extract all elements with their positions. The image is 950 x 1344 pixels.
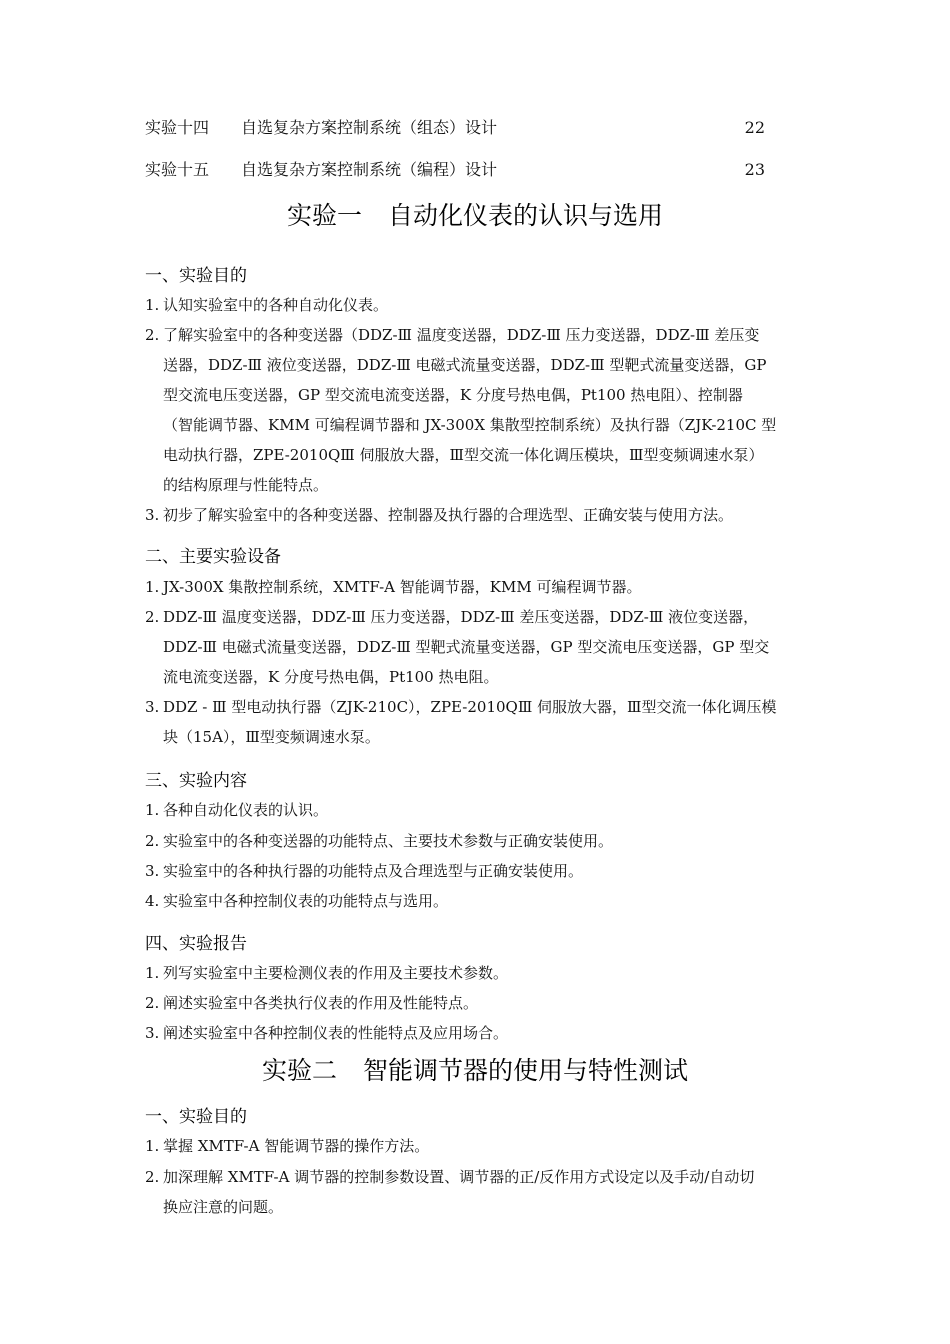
- item-text-line: 型交流电压变送器，GP 型交流电流变送器，K 分度号热电偶，Pt100 热电阻）、控制器: [163, 386, 743, 404]
- item-number: 2.: [145, 1168, 160, 1186]
- item-text-line: 电动执行器，ZPE-2010QⅢ 伺服放大器，Ⅲ型交流一体化调压模块，Ⅲ型变频调速水泵）: [163, 446, 764, 464]
- item-number: 2.: [145, 326, 160, 344]
- experiment-number: 实验一: [286, 201, 362, 230]
- section-heading: 二、主要实验设备: [145, 547, 281, 567]
- list-item: [145, 1131, 830, 1161]
- item-number: 2.: [145, 608, 160, 626]
- item-text: 初步了解实验室中的各种变送器、控制器及执行器的合理选型、正确安装与使用方法。: [163, 506, 734, 524]
- toc-page-number: 22: [744, 118, 765, 137]
- item-text: 认知实验室中的各种自动化仪表。: [163, 296, 389, 314]
- item-text-line: DDZ-Ⅲ 温度变送器，DDZ-Ⅲ 压力变送器，DDZ-Ⅲ 差压变送器，DDZ-Ⅲ 液位变送器，: [163, 608, 759, 626]
- list-item: [145, 320, 830, 500]
- item-number: 1.: [145, 801, 160, 819]
- section-heading: 三、实验内容: [145, 771, 247, 791]
- item-text: 掌握 XMTF-A 智能调节器的操作方法。: [163, 1137, 430, 1155]
- item-text: 阐述实验室中各种控制仪表的性能特点及应用场合。: [163, 1024, 509, 1042]
- list-item: [145, 1018, 830, 1048]
- item-text-line: 流电流变送器，K 分度号热电偶，Pt100 热电阻。: [163, 668, 499, 686]
- list-item: [145, 500, 830, 530]
- section-heading: 一、实验目的: [145, 266, 247, 286]
- item-number: 1.: [145, 964, 160, 982]
- item-number: 3.: [145, 862, 160, 880]
- list-item: [145, 795, 830, 825]
- experiment-title: [0, 1056, 950, 1086]
- item-text-line: （智能调节器、KMM 可编程调节器和 JX-300X 集散型控制系统）及执行器（ZJK-210C 型: [163, 416, 777, 434]
- item-text-line: 换应注意的问题。: [163, 1198, 284, 1216]
- item-number: 1.: [145, 296, 160, 314]
- section-heading: 一、实验目的: [145, 1107, 247, 1127]
- item-number: 1.: [145, 1137, 160, 1155]
- section-heading: 四、实验报告: [145, 934, 247, 954]
- toc-title: 自选复杂方案控制系统（组态）设计: [241, 118, 498, 137]
- item-text: 实验室中的各种执行器的功能特点及合理选型与正确安装使用。: [163, 862, 584, 880]
- list-item: [145, 988, 830, 1018]
- list-item: [145, 958, 830, 988]
- item-number: 3.: [145, 698, 160, 716]
- item-number: 1.: [145, 578, 160, 596]
- item-number: 2.: [145, 994, 160, 1012]
- item-text-line: DDZ - Ⅲ 型电动执行器（ZJK-210C），ZPE-2010QⅢ 伺服放大器，Ⅲ型交流一体化调压模: [163, 698, 777, 716]
- item-text: 实验室中的各种变送器的功能特点、主要技术参数与正确安装使用。: [163, 832, 614, 850]
- experiment-name: 自动化仪表的认识与选用: [388, 201, 664, 230]
- item-text-line: 块（15A），Ⅲ型变频调速水泵。: [163, 728, 380, 746]
- toc-title: 自选复杂方案控制系统（编程）设计: [241, 160, 498, 179]
- item-text: 各种自动化仪表的认识。: [163, 801, 329, 819]
- experiment-name: 智能调节器的使用与特性测试: [363, 1056, 689, 1085]
- item-text: JX-300X 集散控制系统，XMTF-A 智能调节器，KMM 可编程调节器。: [163, 578, 642, 596]
- list-item: [145, 1162, 830, 1222]
- item-text: 实验室中各种控制仪表的功能特点与选用。: [163, 892, 449, 910]
- item-text-line: 加深理解 XMTF-A 调节器的控制参数设置、调节器的正/反作用方式设定以及手动/自动切: [163, 1168, 755, 1186]
- toc-label: 实验十五: [145, 160, 210, 179]
- list-item: [145, 692, 830, 752]
- item-text-line: 送器，DDZ-Ⅲ 液位变送器，DDZ-Ⅲ 电磁式流量变送器，DDZ-Ⅲ 型靶式流量变送器，GP: [163, 356, 767, 374]
- list-item: [145, 856, 830, 886]
- toc-page-number: 23: [744, 160, 765, 179]
- item-number: 2.: [145, 832, 160, 850]
- experiment-number: 实验二: [261, 1056, 337, 1085]
- item-number: 3.: [145, 506, 160, 524]
- item-number: 4.: [145, 892, 160, 910]
- item-text-line: DDZ-Ⅲ 电磁式流量变送器，DDZ-Ⅲ 型靶式流量变送器，GP 型交流电压变送器，GP 型交: [163, 638, 770, 656]
- list-item: [145, 886, 830, 916]
- experiment-title: [0, 201, 950, 231]
- list-item: [145, 826, 830, 856]
- list-item: [145, 572, 830, 602]
- item-text: 列写实验室中主要检测仪表的作用及主要技术参数。: [163, 964, 509, 982]
- item-text-line: 的结构原理与性能特点。: [163, 476, 329, 494]
- toc-label: 实验十四: [145, 118, 210, 137]
- item-text-line: 了解实验室中的各种变送器（DDZ-Ⅲ 温度变送器，DDZ-Ⅲ 压力变送器，DDZ-Ⅲ 差压变: [163, 326, 760, 344]
- list-item: [145, 602, 830, 692]
- list-item: [145, 290, 830, 320]
- item-number: 3.: [145, 1024, 160, 1042]
- item-text: 阐述实验室中各类执行仪表的作用及性能特点。: [163, 994, 479, 1012]
